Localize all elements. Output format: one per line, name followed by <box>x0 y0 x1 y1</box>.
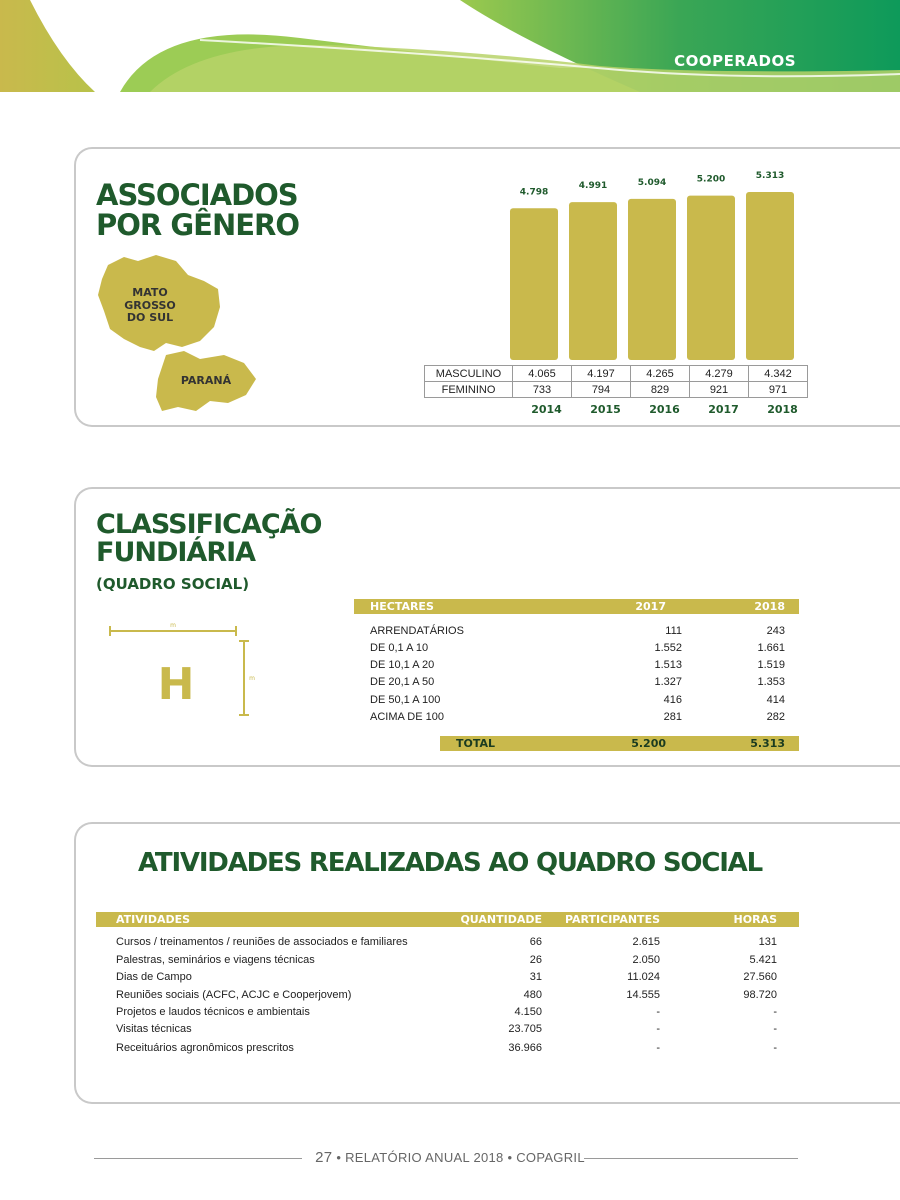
year-label-2014: 2014 <box>531 403 562 416</box>
fundiaria-row-label: ARRENDATÁRIOS <box>370 625 464 637</box>
bar-value-2016: 5.094 <box>637 177 667 188</box>
associados-genero-card <box>74 147 900 427</box>
atividade-horas: 27.560 <box>743 971 777 983</box>
header-graphic <box>0 0 900 92</box>
atividades-title: ATIVIDADES REALIZADAS AO QUADRO SOCIAL <box>138 848 762 878</box>
fundiaria-row-2017: 1.552 <box>654 642 682 654</box>
classificacao-fundiaria-card <box>74 487 900 767</box>
fundiaria-table-header <box>354 599 799 614</box>
header-participantes: PARTICIPANTES <box>564 913 660 926</box>
fundiaria-row-2018: 1.661 <box>757 642 785 654</box>
hectare-unit-top: m <box>170 623 176 629</box>
atividade-quantidade: 4.150 <box>514 1006 542 1018</box>
atividade-quantidade: 36.966 <box>508 1042 542 1054</box>
fundiaria-row-2017: 1.327 <box>654 676 682 688</box>
header-atividades: ATIVIDADES <box>116 913 191 926</box>
atividade-participantes: 11.024 <box>627 971 660 983</box>
atividade-horas: 98.720 <box>743 989 777 1001</box>
fundiaria-row-2017: 281 <box>663 711 682 723</box>
atividade-label: Receituários agronômicos prescritos <box>116 1042 294 1054</box>
hectare-letter: H <box>157 659 195 710</box>
genero-table <box>424 365 808 398</box>
bar-2017 <box>687 196 735 360</box>
atividades-card <box>74 822 900 1104</box>
atividade-participantes: - <box>656 1023 660 1035</box>
fundiaria-title <box>96 511 322 566</box>
fundiaria-row-label: DE 10,1 A 20 <box>370 659 435 671</box>
feminino-row <box>425 382 808 398</box>
atividade-participantes: 2.615 <box>632 936 660 948</box>
header-horas: HORAS <box>733 913 777 926</box>
fundiaria-row-2018: 1.519 <box>757 659 785 671</box>
atividade-horas: - <box>773 1006 777 1018</box>
page-number: 27 <box>315 1149 333 1166</box>
atividade-label: Projetos e laudos técnicos e ambientais <box>116 1006 310 1018</box>
genero-title-line1: ASSOCIADOS <box>96 178 298 212</box>
bar-2014 <box>510 208 558 360</box>
header-quantidade: QUANTIDADE <box>460 913 542 926</box>
atividade-label: Reuniões sociais (ACFC, ACJC e Cooperjovem) <box>116 989 352 1001</box>
atividade-horas: - <box>773 1023 777 1035</box>
header-2018: 2018 <box>754 600 785 613</box>
bar-2018 <box>746 192 794 360</box>
fundiaria-row <box>370 693 799 710</box>
fundiaria-row-label: DE 20,1 A 50 <box>370 676 435 688</box>
atividades-table-header <box>96 912 799 927</box>
footer-caption: • RELATÓRIO ANUAL 2018 • COPAGRIL <box>336 1150 585 1165</box>
atividade-quantidade: 480 <box>523 989 542 1001</box>
bar-2016 <box>628 199 676 360</box>
fundiaria-row-2017: 416 <box>663 694 682 706</box>
atividade-label: Palestras, seminários e viagens técnicas <box>116 954 315 966</box>
atividade-horas: 5.421 <box>749 954 777 966</box>
feminino-2014: 733 <box>513 382 572 398</box>
year-label-2018: 2018 <box>767 403 798 416</box>
header-banner <box>0 0 900 92</box>
atividade-participantes: 2.050 <box>632 954 660 966</box>
atividades-row <box>116 988 799 1005</box>
fundiaria-total-row <box>440 736 799 751</box>
fundiaria-row <box>370 658 799 675</box>
atividade-horas: - <box>773 1042 777 1054</box>
fundiaria-title-line1: CLASSIFICAÇÃO <box>96 509 322 540</box>
atividade-label: Dias de Campo <box>116 971 192 983</box>
bar-2015 <box>569 202 617 360</box>
fundiaria-row <box>370 710 799 727</box>
masculino-2015: 4.197 <box>572 366 631 382</box>
atividade-label: Cursos / treinamentos / reuniões de associados e familiares <box>116 936 408 948</box>
masculino-2017: 4.279 <box>690 366 749 382</box>
bar-value-2014: 4.798 <box>519 187 549 198</box>
fundiaria-row <box>370 624 799 641</box>
fundiaria-row-label: ACIMA DE 100 <box>370 711 444 723</box>
year-label-2017: 2017 <box>708 403 739 416</box>
map-ms-label: MATO GROSSO DO SUL <box>124 286 176 325</box>
atividade-horas: 131 <box>758 936 777 948</box>
atividades-row <box>116 1041 799 1058</box>
total-2017: 5.200 <box>631 737 666 750</box>
map-pr-label: PARANÁ <box>180 374 232 387</box>
masculino-2016: 4.265 <box>631 366 690 382</box>
bar-value-2015: 4.991 <box>578 181 608 192</box>
bar-value-2017: 5.200 <box>696 174 726 185</box>
genero-title-line2: POR GÊNERO <box>96 207 300 242</box>
masculino-label: MASCULINO <box>425 366 513 382</box>
atividade-participantes: - <box>656 1042 660 1054</box>
header-hectares: HECTARES <box>370 600 434 613</box>
page-footer <box>0 1148 900 1168</box>
fundiaria-row-2018: 1.353 <box>757 676 785 688</box>
atividades-row <box>116 1005 799 1022</box>
feminino-label: FEMININO <box>425 382 513 398</box>
atividades-row <box>116 1022 799 1039</box>
fundiaria-row-label: DE 0,1 A 10 <box>370 642 429 654</box>
feminino-2015: 794 <box>572 382 631 398</box>
fundiaria-row-2017: 1.513 <box>654 659 682 671</box>
footer-text <box>0 1149 900 1166</box>
total-label: TOTAL <box>456 737 496 750</box>
atividade-participantes: - <box>656 1006 660 1018</box>
masculino-2014: 4.065 <box>513 366 572 382</box>
fundiaria-row <box>370 675 799 692</box>
fundiaria-row-2018: 243 <box>766 625 785 637</box>
fundiaria-row <box>370 641 799 658</box>
atividades-row <box>116 935 799 952</box>
fundiaria-subtitle: (QUADRO SOCIAL) <box>96 575 250 593</box>
feminino-2016: 829 <box>631 382 690 398</box>
atividades-row <box>116 953 799 970</box>
section-title: COOPERADOS <box>674 52 796 70</box>
year-label-2015: 2015 <box>590 403 621 416</box>
fundiaria-row-2018: 414 <box>766 694 785 706</box>
feminino-2017: 921 <box>690 382 749 398</box>
atividade-quantidade: 66 <box>529 936 542 948</box>
atividade-label: Visitas técnicas <box>116 1023 192 1035</box>
total-2018: 5.313 <box>750 737 785 750</box>
fundiaria-title-line2: FUNDIÁRIA <box>96 536 256 568</box>
atividade-quantidade: 31 <box>529 971 542 983</box>
hectare-icon <box>108 623 258 723</box>
atividades-row <box>116 970 799 987</box>
hectare-unit-side: m <box>249 675 255 682</box>
fundiaria-row-2017: 111 <box>665 625 682 637</box>
masculino-row <box>425 366 808 382</box>
fundiaria-row-label: DE 50,1 A 100 <box>370 694 441 706</box>
atividade-quantidade: 26 <box>529 954 542 966</box>
bar-value-2018: 5.313 <box>755 171 785 181</box>
fundiaria-row-2018: 282 <box>766 711 785 723</box>
atividade-quantidade: 23.705 <box>508 1023 542 1035</box>
feminino-2018: 971 <box>749 382 808 398</box>
genero-bar-chart <box>76 149 836 369</box>
atividade-participantes: 14.555 <box>626 989 660 1001</box>
header-2017: 2017 <box>635 600 666 613</box>
masculino-2018: 4.342 <box>749 366 808 382</box>
year-label-2016: 2016 <box>649 403 680 416</box>
